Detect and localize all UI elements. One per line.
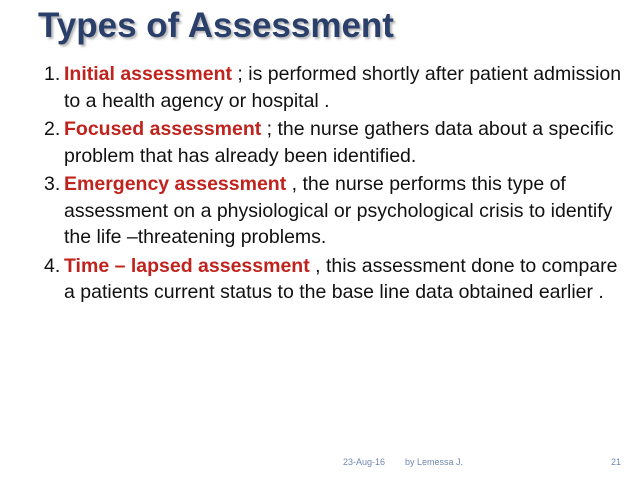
footer-author: by Lemessa J. (405, 457, 464, 467)
list-item (44, 253, 624, 306)
list-item (44, 116, 624, 169)
item-description: ; the nurse gathers data about a specific problem that has already been identified. (64, 118, 614, 167)
item-term: Initial assessment (64, 63, 232, 85)
item-description: , this assessment done to compare a patients current status to the base line data obtained earlier . (64, 254, 618, 303)
item-description: , the nurse performs this type of assessment on a physiological or psychological crisis to identify the life –threatening problems. (64, 173, 613, 248)
item-number: 4. (44, 254, 61, 277)
list-item (44, 171, 624, 251)
footer-date: 23-Aug-16 (343, 457, 386, 467)
item-number: 1. (44, 63, 61, 85)
item-term: Emergency assessment (64, 173, 287, 195)
item-term: Time – lapsed assessment (64, 254, 310, 277)
item-number: 3. (44, 173, 61, 195)
list-item (44, 61, 624, 114)
slide-title: Types of Assessment (38, 6, 394, 45)
footer-page-number: 21 (611, 457, 622, 467)
item-number: 2. (44, 118, 61, 140)
item-term: Focused assessment (64, 118, 262, 140)
item-description: ; is performed shortly after patient admission to a health agency or hospital . (64, 63, 622, 112)
assessment-list (44, 61, 624, 308)
